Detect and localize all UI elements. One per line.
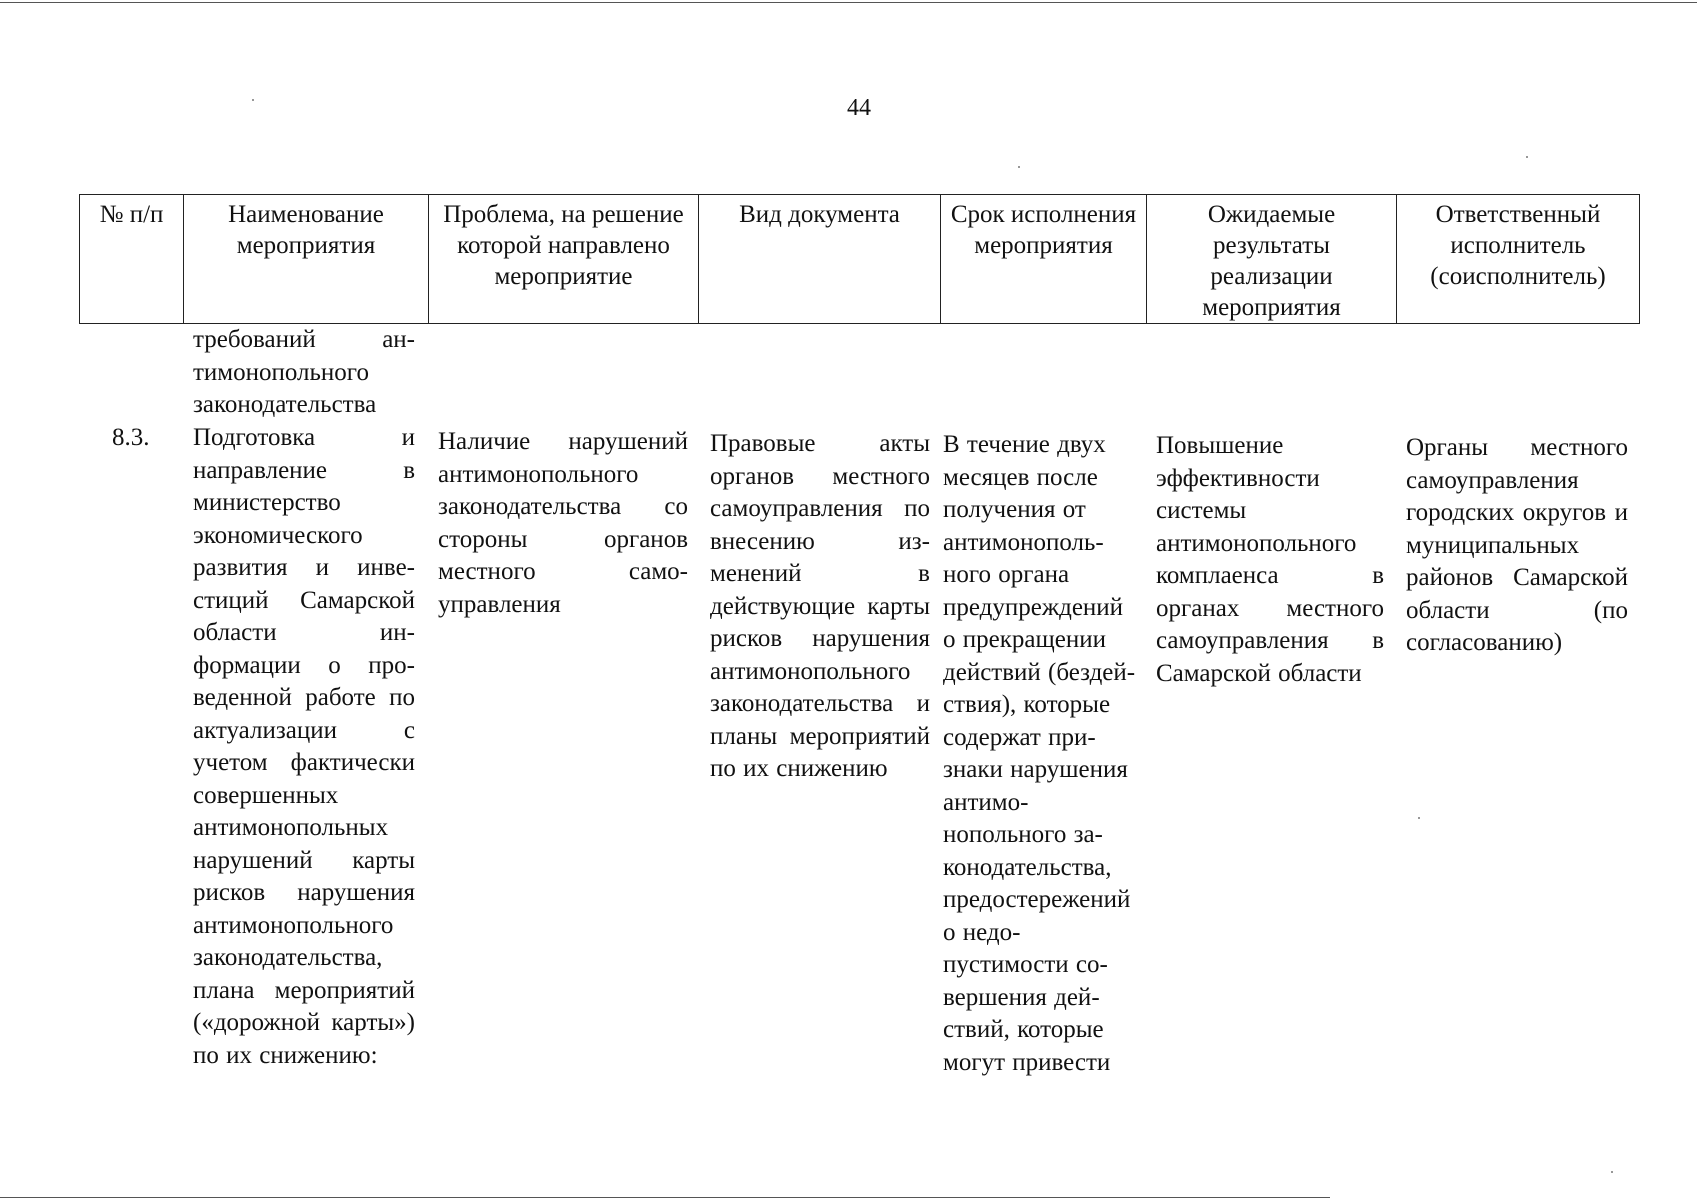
scan-speck (252, 99, 254, 101)
scan-speck (1418, 817, 1420, 819)
cell-executor: Органы местного самоуправления городских округов и муниципальных районов Самарской области (по согласованию) (1406, 434, 1628, 656)
header-problem: Проблема, на решение которой направлено мероприятие (429, 195, 699, 324)
page-number: 44 (847, 95, 871, 121)
header-document: Вид документа (699, 195, 941, 324)
header-number: № п/п (80, 195, 184, 324)
cell-results: Повышение эффективности системы антимонопольного комплаенса в органах местного самоуправления в Самарской области (1156, 432, 1384, 687)
header-executor: Ответственный исполнитель (соисполнитель) (1397, 195, 1640, 324)
scan-speck (1018, 166, 1020, 168)
cell-document: Правовые акты органов местного самоуправления по внесению изменений в действующие карты рисков нарушения антимонопольного законодательства и планы мероприятий по их снижению (710, 430, 930, 782)
row-number: 8.3. (112, 424, 150, 451)
header-row (80, 195, 1640, 324)
continuation-text: требований антимонопольного законодательства (193, 326, 415, 418)
cell-name: Подготовка и направление в министерство экономического развития и инвестиций Самарской области информации о проведенной работе по актуализации с учетом фактически совершенных антимонопольных нарушений карты рисков нарушения антимонопольного законодательства, плана мероприятий («дорожной карты») по их снижению: (193, 424, 415, 1069)
header-name: Наименование мероприятия (184, 195, 429, 324)
header-term: Срок исполнения мероприятия (941, 195, 1147, 324)
cell-term: В течение двух месяцев после получения от антимонопольного органа предупреждений о прекращении действий (бездействия), которые содержат признаки нарушения антимонопольного законодательства, предостережений о недопустимости совершения действий, которые могут привести (943, 431, 1136, 1076)
cell-problem: Наличие нарушений антимонопольного законодательства со стороны органов местного самоуправления (438, 428, 688, 618)
scan-speck (1526, 156, 1528, 158)
scan-speck (1611, 1171, 1613, 1173)
scan-top-edge (0, 2, 1697, 3)
table-header (79, 194, 1640, 324)
scan-bottom-edge (0, 1197, 1330, 1198)
header-results: Ожидаемые результаты реализации мероприятия (1147, 195, 1397, 324)
